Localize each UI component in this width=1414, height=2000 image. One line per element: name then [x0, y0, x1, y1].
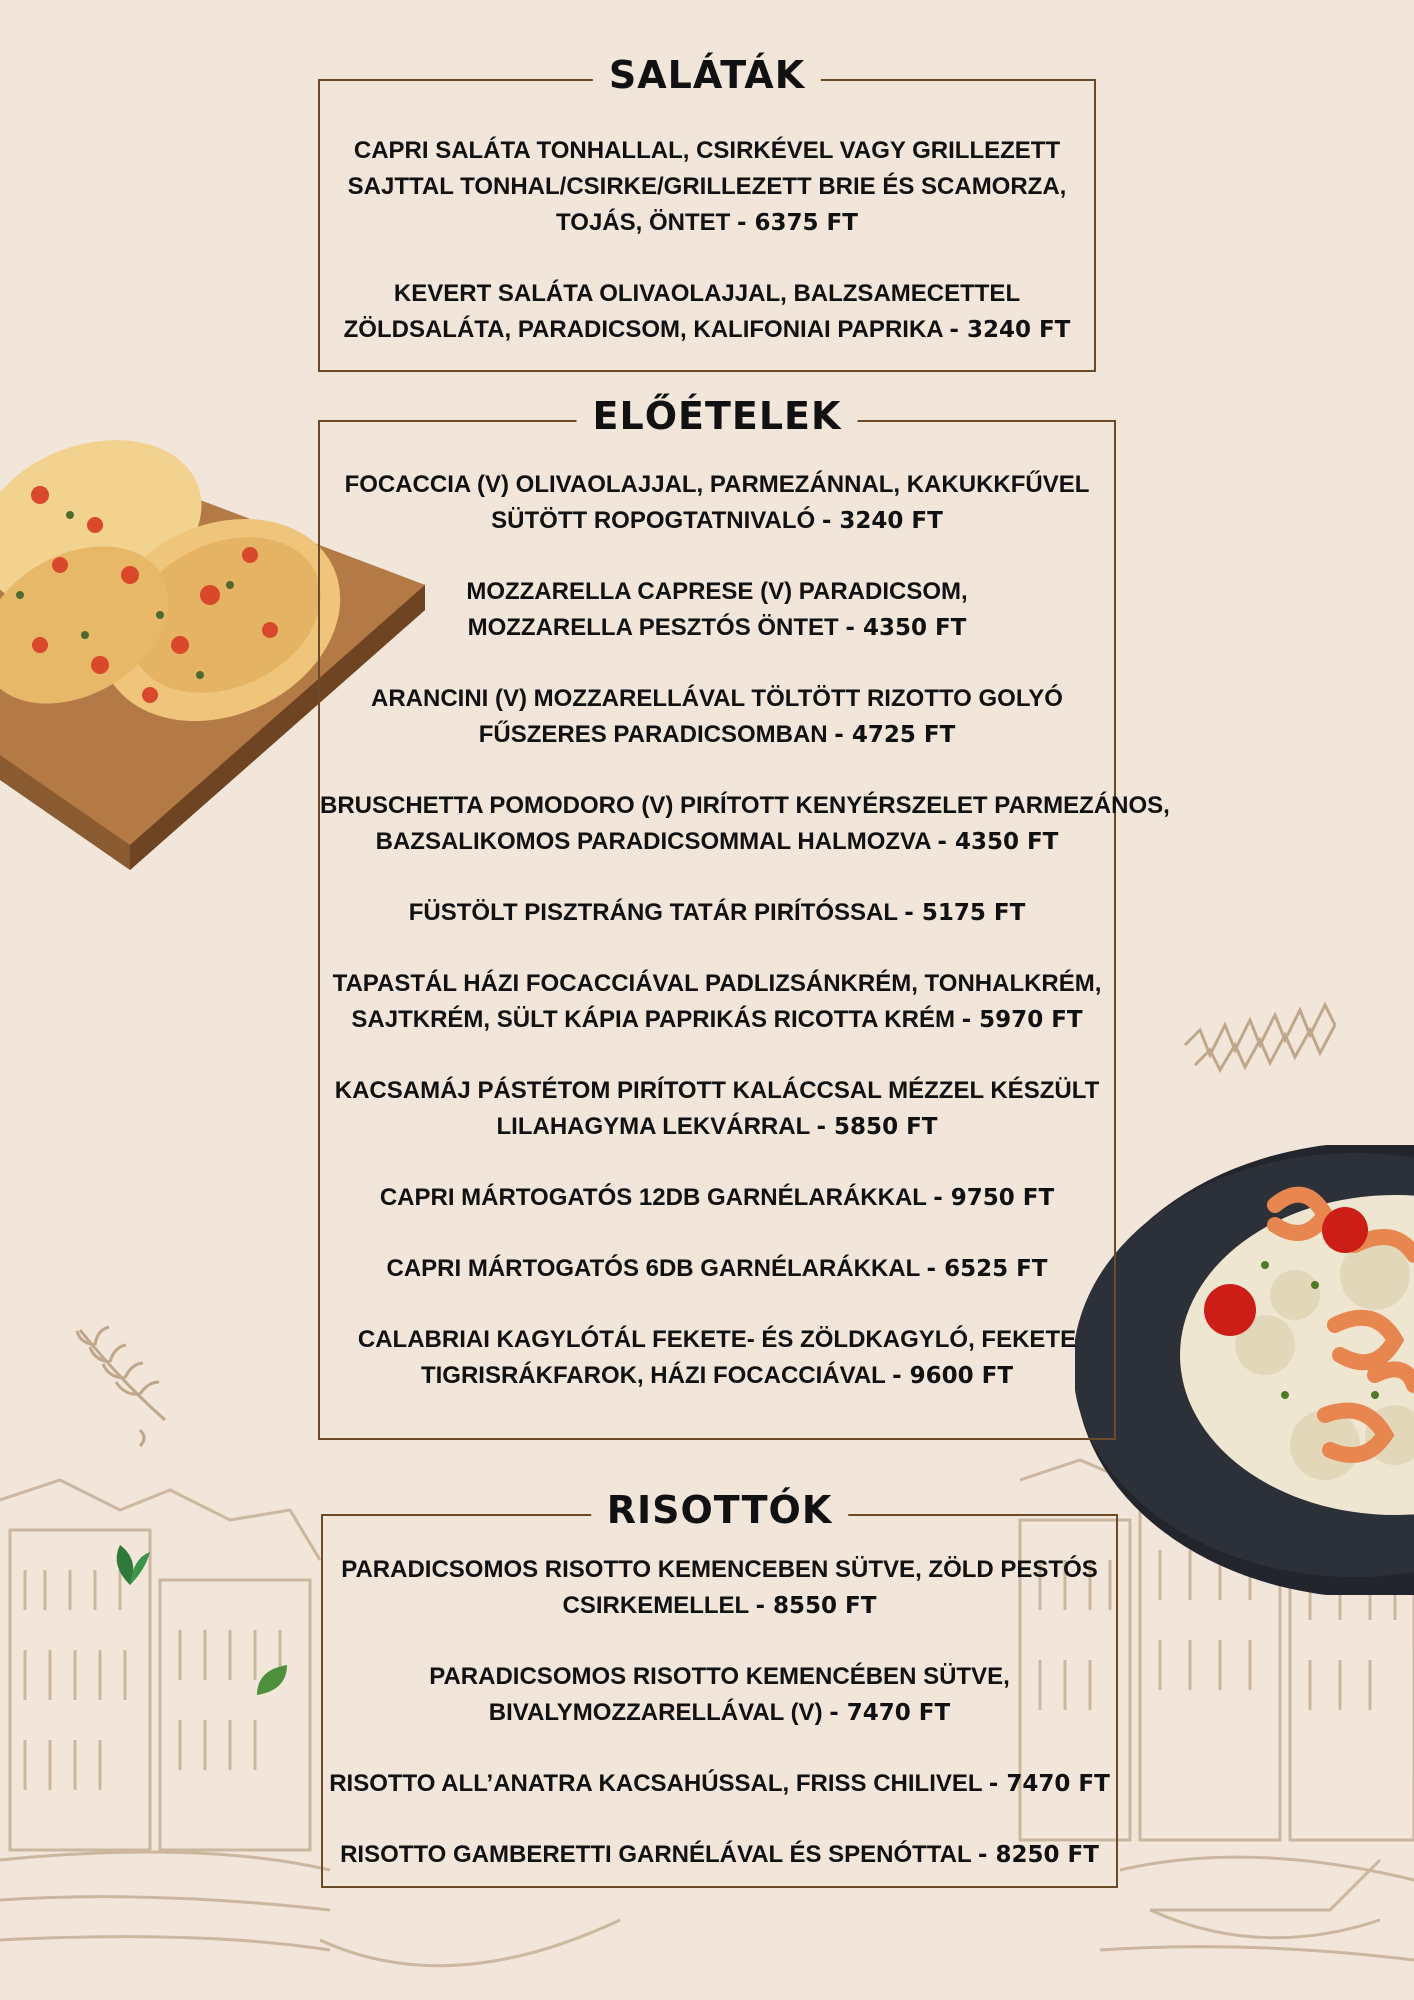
menu-item-line — [323, 1552, 1116, 1588]
menu-item-text: LILAHAGYMA LEKVÁRRAL — [496, 1113, 810, 1140]
leaf-icon — [105, 1540, 155, 1590]
risottos-items — [323, 1552, 1116, 1873]
starters-items — [320, 467, 1170, 1394]
menu-item-line — [320, 205, 1094, 241]
menu-item-text: RISOTTO ALL’ANATRA KACSAHÚSSAL, FRISS CHILIVEL — [329, 1770, 983, 1797]
menu-item-line — [320, 169, 1094, 205]
menu-item — [320, 681, 1114, 753]
menu-item-price: - 8550 FT — [755, 1593, 877, 1619]
menu-item — [320, 574, 1114, 646]
menu-item — [323, 1659, 1116, 1731]
salads-items — [320, 133, 1094, 348]
menu-item-text: BIVALYMOZZARELLÁVAL (V) — [488, 1699, 823, 1726]
menu-item-line — [320, 895, 1114, 931]
menu-item-line — [320, 681, 1114, 717]
menu-item-price: - 6525 FT — [926, 1256, 1048, 1282]
menu-item — [320, 133, 1094, 241]
menu-item-line — [320, 1358, 1114, 1394]
menu-item-line — [320, 574, 1114, 610]
menu-item-line — [320, 966, 1114, 1002]
menu-item-price: - 4350 FT — [845, 615, 967, 641]
leaf-icon — [252, 1660, 292, 1700]
menu-item-line — [320, 824, 1114, 860]
menu-item-price: - 7470 FT — [829, 1700, 951, 1726]
menu-item-line — [320, 1251, 1114, 1287]
menu-item — [323, 1552, 1116, 1624]
salads-section — [318, 53, 1096, 372]
menu-item-text: BAZSALIKOMOS PARADICSOMMAL HALMOZVA — [375, 828, 931, 855]
menu-item-text: CSIRKEMELLEL — [562, 1592, 749, 1619]
menu-item-text: MOZZARELLA PESZTÓS ÖNTET — [467, 614, 839, 641]
menu-item-line — [320, 1109, 1114, 1145]
menu-item-line — [320, 503, 1114, 539]
menu-item-price: - 5850 FT — [816, 1114, 938, 1140]
menu-item — [323, 1766, 1116, 1802]
menu-item-price: - 5175 FT — [904, 900, 1026, 926]
menu-item-text: PARADICSOMOS RISOTTO KEMENCÉBEN SÜTVE, — [429, 1663, 1010, 1690]
menu-item-line — [320, 276, 1094, 312]
starters-section — [318, 394, 1170, 1440]
menu-item-text: CALABRIAI KAGYLÓTÁL FEKETE- ÉS ZÖLDKAGYLÓ, FEKETE — [357, 1326, 1077, 1353]
menu-item-text: CAPRI SALÁTA TONHALLAL, CSIRKÉVEL VAGY GRILLEZETT — [353, 137, 1061, 164]
menu-item — [320, 1322, 1114, 1394]
menu-item-price: - 8250 FT — [977, 1842, 1099, 1868]
menu-item-text: KACSAMÁJ PÁSTÉTOM PIRÍTOTT KALÁCCSAL MÉZZEL KÉSZÜLT — [334, 1077, 1100, 1104]
menu-item — [320, 1251, 1114, 1287]
menu-item — [320, 895, 1114, 931]
menu-item — [320, 467, 1114, 539]
section-title-starters: ELŐÉTELEK — [577, 390, 858, 443]
menu-item-line — [323, 1837, 1116, 1873]
menu-item-line — [320, 312, 1094, 348]
menu-item-line — [320, 717, 1114, 753]
menu-item-line — [320, 1180, 1114, 1216]
menu-item-text: FÜSTÖLT PISZTRÁNG TATÁR PIRÍTÓSSAL — [408, 899, 898, 926]
menu-item — [320, 1073, 1114, 1145]
menu-item-price: - 3240 FT — [821, 508, 943, 534]
menu-item-price: - 3240 FT — [949, 317, 1071, 343]
menu-item-line — [320, 610, 1114, 646]
wheat-doodle-icon — [70, 1320, 180, 1450]
menu-item-line — [323, 1766, 1116, 1802]
section-title-salads: SALÁTÁK — [593, 49, 821, 102]
risottos-section — [321, 1488, 1118, 1888]
menu-item-line — [323, 1588, 1116, 1624]
menu-item-text: RISOTTO GAMBERETTI GARNÉLÁVAL ÉS SPENÓTTAL — [340, 1841, 972, 1868]
menu-item-text: FOCACCIA (V) OLIVAOLAJJAL, PARMEZÁNNAL, KAKUKKFŰVEL — [344, 471, 1090, 498]
menu-item-price: - 7470 FT — [988, 1771, 1110, 1797]
menu-item-text: SÜTÖTT ROPOGTATNIVALÓ — [491, 507, 816, 534]
menu-item — [320, 1180, 1114, 1216]
menu-item-line — [320, 788, 1170, 824]
menu-item-price: - 4350 FT — [937, 829, 1059, 855]
menu-item — [320, 788, 1170, 860]
menu-item-text: KEVERT SALÁTA OLIVAOLAJJAL, BALZSAMECETTEL — [393, 280, 1021, 307]
risotto-plate-photo — [1075, 1145, 1414, 1595]
menu-item-price: - 4725 FT — [834, 722, 956, 748]
menu-item-text: SAJTKRÉM, SÜLT KÁPIA PAPRIKÁS RICOTTA KRÉM — [351, 1006, 955, 1033]
zigzag-doodle-icon — [1180, 975, 1345, 1075]
menu-item-line — [320, 1322, 1114, 1358]
menu-item-text: CAPRI MÁRTOGATÓS 6DB GARNÉLARÁKKAL — [386, 1255, 920, 1282]
menu-item — [320, 966, 1114, 1038]
menu-item-text: SAJTTAL TONHAL/CSIRKE/GRILLEZETT BRIE ÉS SCAMORZA, — [347, 173, 1067, 200]
menu-item-line — [320, 467, 1114, 503]
menu-item-line — [320, 1073, 1114, 1109]
menu-item-text: TAPASTÁL HÁZI FOCACCIÁVAL PADLIZSÁNKRÉM, TONHALKRÉM, — [332, 970, 1102, 997]
menu-item-text: TOJÁS, ÖNTET — [556, 209, 731, 236]
menu-item-text: MOZZARELLA CAPRESE (V) PARADICSOM, — [466, 578, 968, 605]
menu-item-line — [323, 1695, 1116, 1731]
menu-item — [320, 276, 1094, 348]
menu-item-price: - 5970 FT — [961, 1007, 1083, 1033]
menu-item-text: TIGRISRÁKFAROK, HÁZI FOCACCIÁVAL — [420, 1362, 886, 1389]
menu-item-price: - 9750 FT — [933, 1185, 1055, 1211]
menu-item-price: - 6375 FT — [736, 210, 858, 236]
menu-item-line — [320, 133, 1094, 169]
section-title-risottos: RISOTTÓK — [591, 1484, 849, 1537]
menu-item-text: ARANCINI (V) MOZZARELLÁVAL TÖLTÖTT RIZOTTO GOLYÓ — [371, 685, 1063, 712]
menu-item-line — [323, 1659, 1116, 1695]
menu-item — [323, 1837, 1116, 1873]
menu-item-text: PARADICSOMOS RISOTTO KEMENCEBEN SÜTVE, ZÖLD PESTÓS — [341, 1556, 1098, 1583]
menu-item-price: - 9600 FT — [892, 1363, 1014, 1389]
menu-item-text: ZÖLDSALÁTA, PARADICSOM, KALIFONIAI PAPRIKA — [343, 316, 943, 343]
menu-item-text: FŰSZERES PARADICSOMBAN — [478, 721, 828, 748]
menu-item-line — [320, 1002, 1114, 1038]
menu-item-text: CAPRI MÁRTOGATÓS 12DB GARNÉLARÁKKAL — [379, 1184, 927, 1211]
menu-item-text: BRUSCHETTA POMODORO (V) PIRÍTOTT KENYÉRSZELET PARMEZÁNOS, — [320, 792, 1170, 819]
